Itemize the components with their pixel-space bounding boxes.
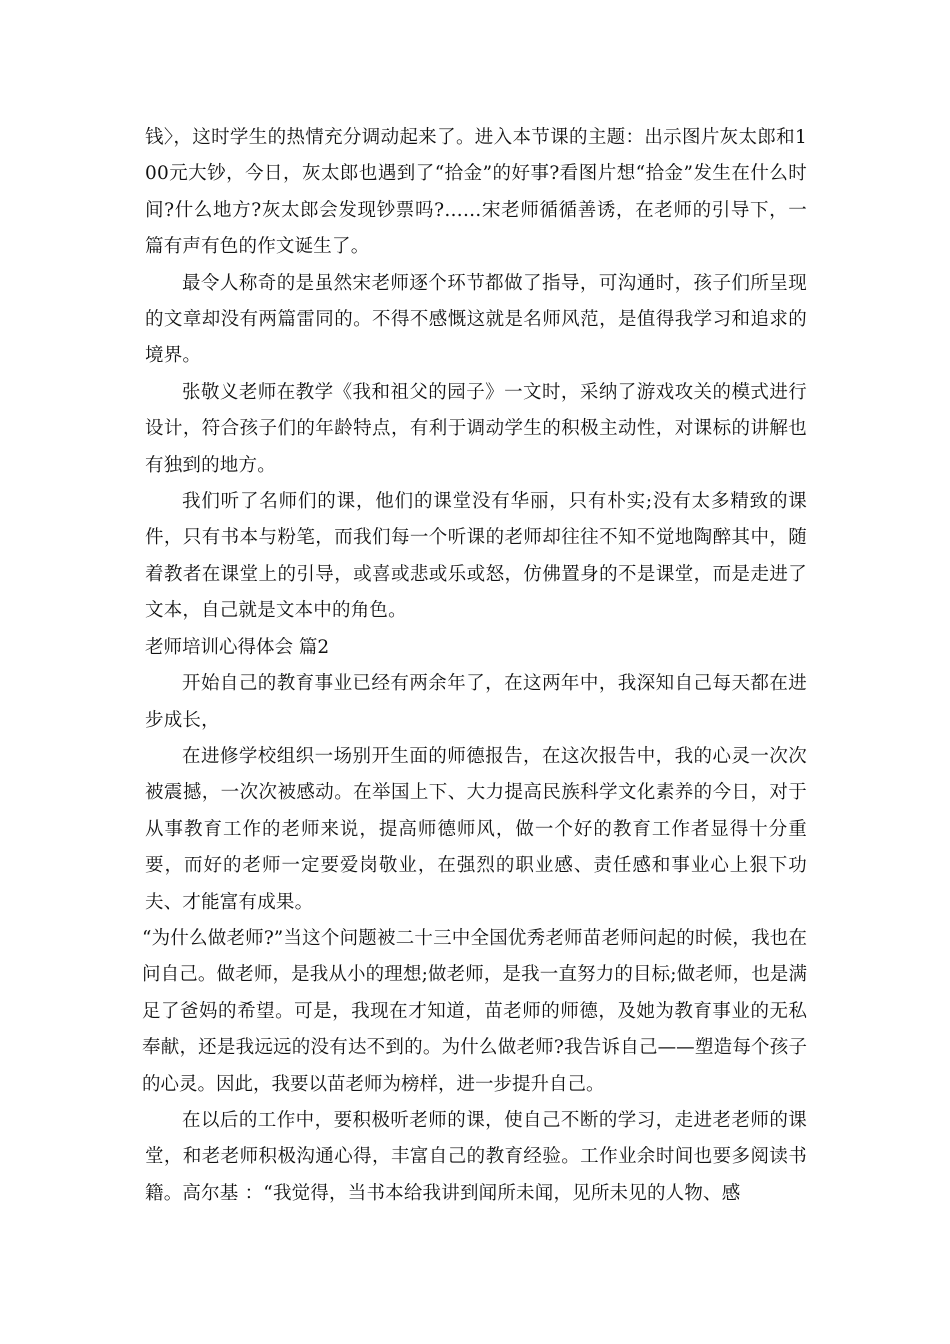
paragraph-future-work: 在以后的工作中，要积极听老师的课，使自己不断的学习，走进老老师的课堂，和老老师积极沟通心得，丰富自己的教育经验。工作业余时间也要多阅读书籍。高尔基 ：“我觉得，当书本给我讲到闻所未闻，见所未见的人物、感 — [145, 1109, 807, 1204]
paragraph-famous-teachers: 我们听了名师们的课，他们的课堂没有华丽，只有朴实;没有太多精致的课件，只有书本与粉笔，而我们每一个听课的老师却往往不知不觉地陶醉其中，随着教者在课堂上的引导，或喜或悲或乐或怒，仿佛置身的不是课堂，而是走进了文本，自己就是文本中的角色。 — [145, 491, 807, 622]
paragraph-teacher-song-praise: 最令人称奇的是虽然宋老师逐个环节都做了指导，可沟通时，孩子们所呈现的文章却没有两篇雷同的。不得不感慨这就是名师风范，是值得我学习和追求的境界。 — [145, 272, 807, 367]
section-heading: 老师培训心得体会 篇2 — [145, 636, 330, 658]
document-body — [142, 120, 807, 1212]
paragraph-ethics-report: 在进修学校组织一场别开生面的师德报告，在这次报告中，我的心灵一次次被震撼，一次次被感动。在举国上下、大力提高民族科学文化素养的今日，对于从事教育工作的老师来说，提高师德师风，做一个好的教育工作者显得十分重要，而好的老师一定要爱岗敬业，在强烈的职业感、责任感和事业心上狠下功夫、才能富有成果。 — [145, 745, 807, 913]
paragraph-career-start: 开始自己的教育事业已经有两余年了，在这两年中，我深知自己每天都在进步成长， — [145, 673, 807, 731]
paragraph-continuation: 钱〉，这时学生的热情充分调动起来了。进入本节课的主题：出示图片灰太郎和100元大钞，今日，灰太郎也遇到了“拾金”的好事?看图片想“拾金”发生在什么时间?什么地方?灰太郎会发现钞票吗?……宋老师循循善诱，在老师的引导下，一篇有声有色的作文诞生了。 — [145, 127, 807, 258]
paragraph-teacher-zhang: 张敬义老师在教学《我和祖父的园子》一文时，采纳了游戏攻关的模式进行设计，符合孩子们的年龄特点，有利于调动学生的积极主动性，对课标的讲解也有独到的地方。 — [145, 381, 807, 476]
paragraph-why-teacher: “为什么做老师?”当这个问题被二十三中全国优秀老师苗老师问起的时候，我也在问自己。做老师，是我从小的理想;做老师，是我一直努力的目标;做老师，也是满足了爸妈的希望。可是，我现在才知道，苗老师的师德，及她为教育事业的无私奉献，还是我远远的没有达不到的。为什么做老师?我告诉自己——塑造每个孩子的心灵。因此，我要以苗老师为榜样，进一步提升自己。 — [142, 927, 807, 1095]
